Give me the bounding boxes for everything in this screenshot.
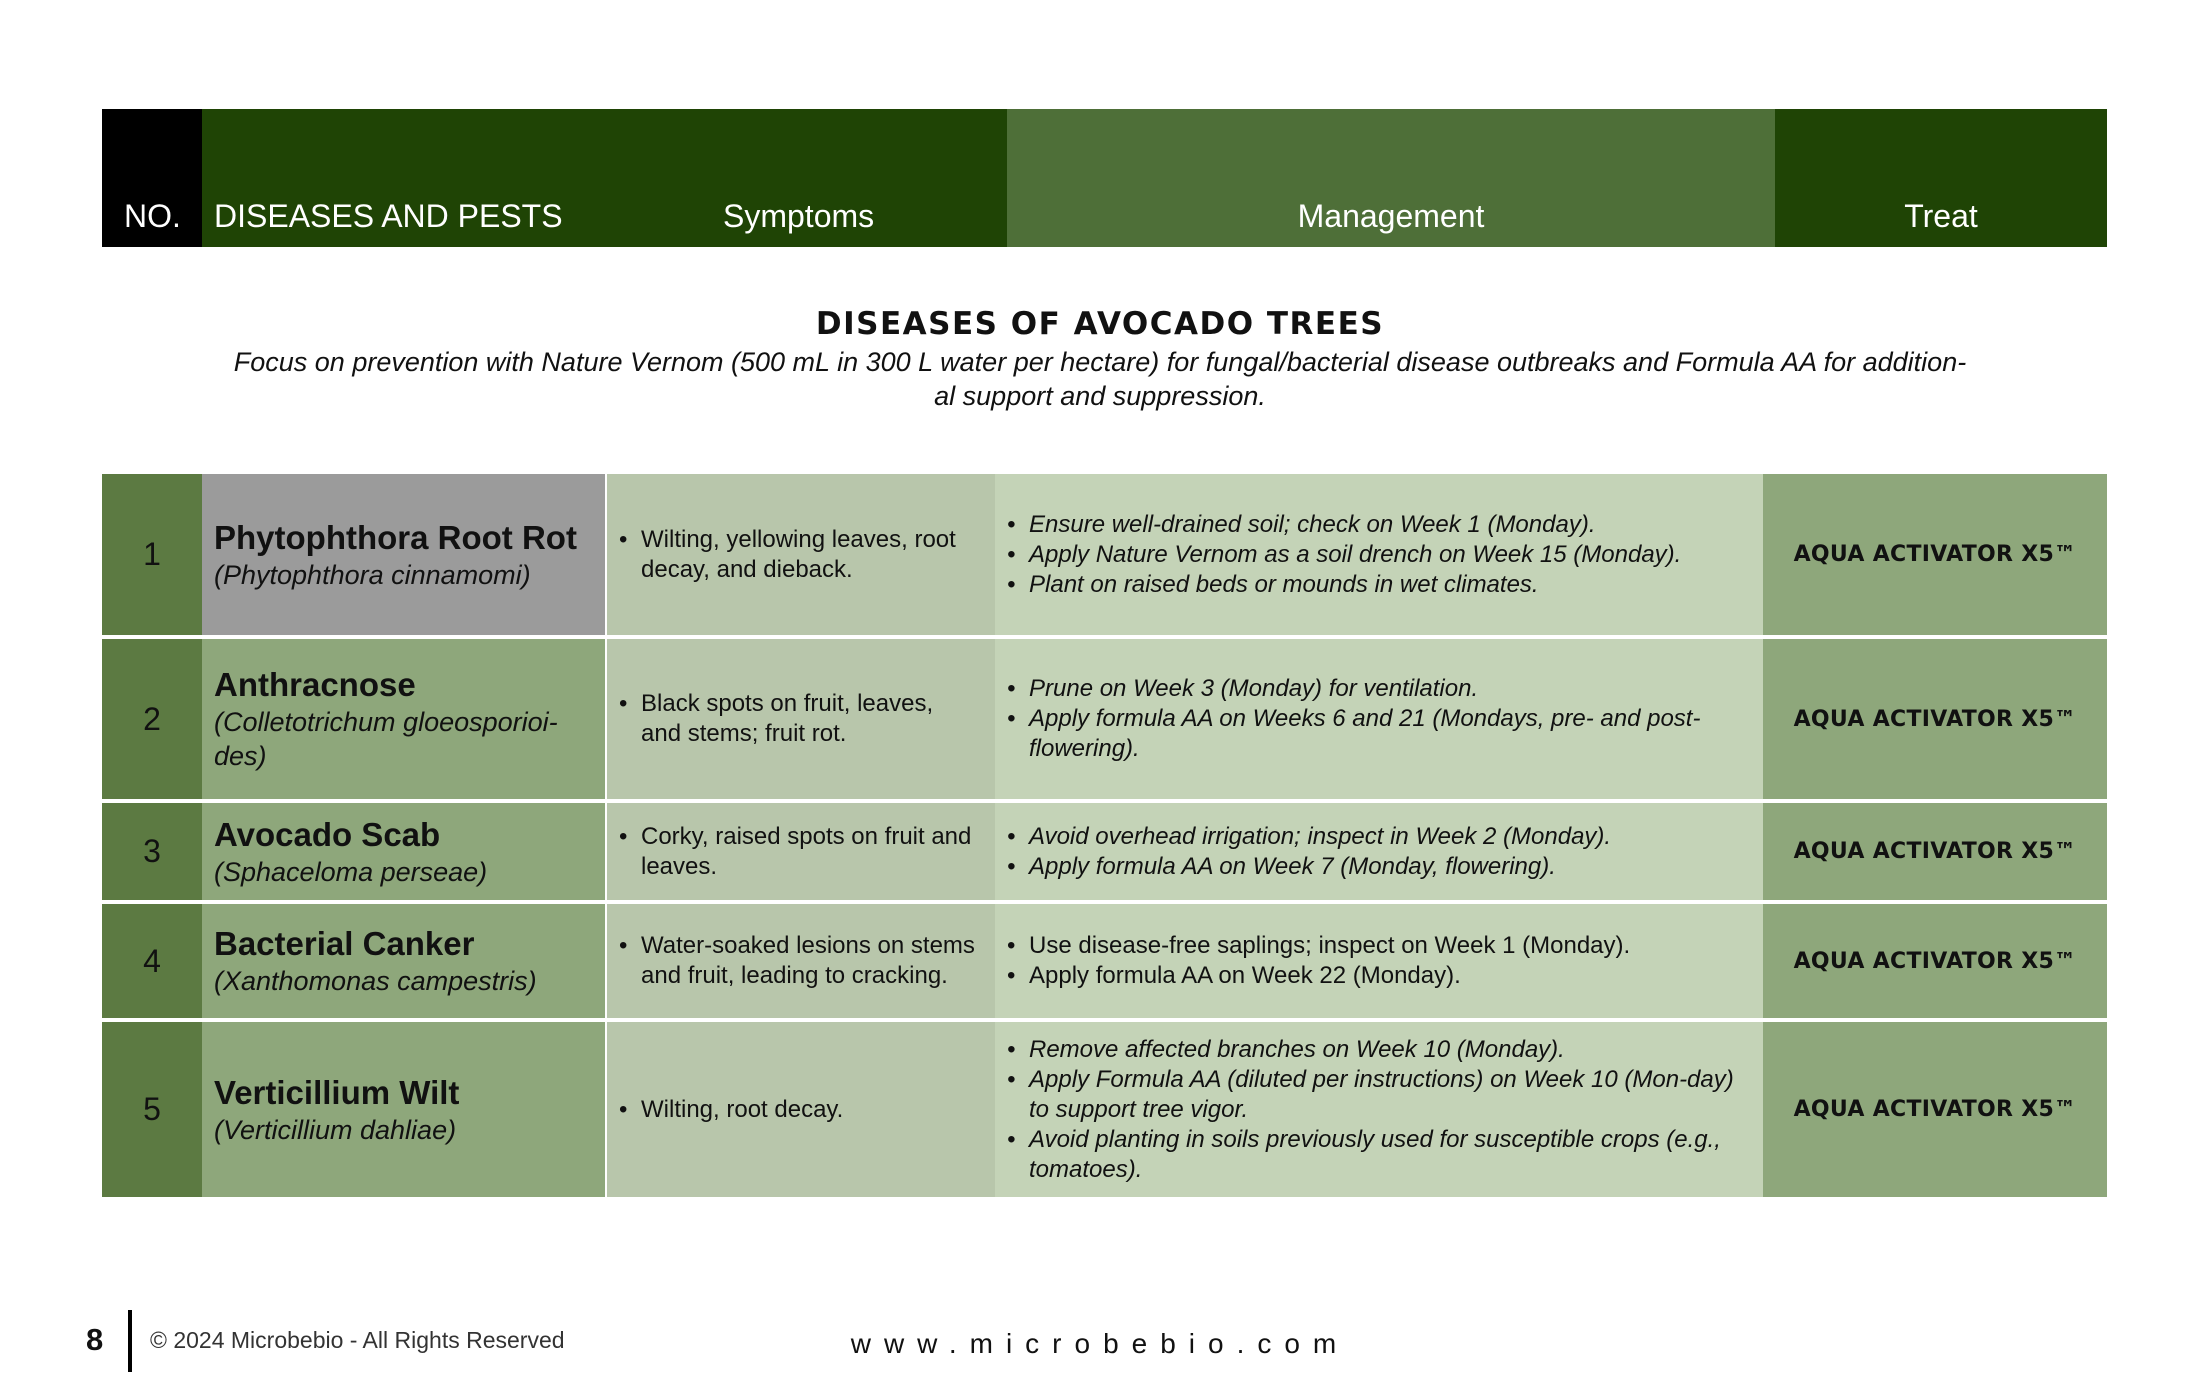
management-item: • Avoid planting in soils previously used for susceptible crops (e.g., tomatoes).: [1007, 1125, 1753, 1185]
section-subtitle: [200, 345, 2000, 413]
symptom-item: • Wilting, yellowing leaves, root decay, and dieback.: [619, 525, 977, 585]
treat-cell: [1763, 1022, 2107, 1197]
management-cell: [995, 904, 1763, 1018]
symptoms-cell: [605, 639, 995, 799]
management-item: • Plant on raised beds or mounds in wet climates.: [1007, 570, 1753, 600]
treat-product: AQUA ACTIVATOR X5™: [1793, 542, 2077, 567]
table-row: [102, 904, 2107, 1022]
symptoms-cell: [605, 474, 995, 635]
treat-product: AQUA ACTIVATOR X5™: [1793, 948, 2077, 974]
treat-product: AQUA ACTIVATOR X5™: [1793, 839, 2077, 864]
header-symptoms: Symptoms: [723, 198, 875, 234]
disease-scientific-name: (Sphaceloma perseae): [214, 856, 488, 887]
symptom-item: • Wilting, root decay.: [619, 1095, 977, 1125]
header-no: NO.: [124, 198, 181, 234]
header-treat-cell: [1775, 109, 2107, 247]
management-item: • Ensure well-drained soil; check on Week 1 (Monday).: [1007, 510, 1753, 540]
management-item: • Apply formula AA on Week 7 (Monday, flowering).: [1007, 852, 1753, 882]
symptoms-cell: [605, 1022, 995, 1197]
management-cell: [995, 803, 1763, 900]
table-row: [102, 1022, 2107, 1197]
disease-cell: [202, 803, 605, 900]
copyright-notice: © 2024 Microbebio - All Rights Reserved: [150, 1327, 565, 1353]
disease-cell: [202, 904, 605, 1018]
management-item: • Prune on Week 3 (Monday) for ventilation.: [1007, 674, 1753, 704]
disease-cell: [202, 1022, 605, 1197]
disease-name: Avocado Scab: [214, 815, 441, 853]
symptom-item: • Corky, raised spots on fruit and leaves.: [619, 822, 977, 882]
row-number: 2: [102, 639, 202, 799]
disease-scientific-name: (Colletotrichum gloeosporioi-: [214, 707, 558, 737]
disease-name: Phytophthora Root Rot: [214, 518, 577, 556]
disease-cell: [202, 639, 605, 799]
disease-scientific-name: des): [214, 741, 267, 771]
section-title: DISEASES OF AVOCADO TREES: [815, 306, 1385, 342]
table-row: [102, 803, 2107, 904]
symptoms-cell: [605, 803, 995, 900]
row-number: 1: [102, 474, 202, 635]
treat-product: AQUA ACTIVATOR X5™: [1793, 1097, 2077, 1122]
table-header: [102, 109, 2107, 247]
row-number: 5: [102, 1022, 202, 1197]
table-row: [102, 474, 2107, 639]
treat-cell: [1763, 803, 2107, 900]
website-url: www.microbebio.com: [850, 1328, 1350, 1359]
header-treat: Treat: [1904, 198, 1978, 234]
section-subtitle-line: Focus on prevention with Nature Vernom (500 mL in 300 L water per hectare) for fungal/bacterial disease outbreaks and Formula AA for addition-: [233, 347, 1967, 377]
symptom-item: • Water-soaked lesions on stems and fruit, leading to cracking.: [619, 931, 977, 991]
table-row: [102, 639, 2107, 803]
header-management-cell: [1007, 109, 1775, 247]
management-item: • Remove affected branches on Week 10 (Monday).: [1007, 1035, 1753, 1065]
section-subtitle-line: al support and suppression.: [934, 381, 1266, 411]
treat-product: AQUA ACTIVATOR X5™: [1793, 706, 2077, 732]
disease-scientific-name: (Verticillium dahliae): [214, 1114, 457, 1145]
treat-cell: [1763, 904, 2107, 1018]
management-item: • Apply formula AA on Weeks 6 and 21 (Mondays, pre- and post-flowering).: [1007, 704, 1753, 764]
management-item: • Use disease-free saplings; inspect on Week 1 (Monday).: [1007, 931, 1753, 961]
management-cell: [995, 639, 1763, 799]
disease-scientific-name: (Xanthomonas campestris): [214, 966, 537, 996]
symptom-item: • Black spots on fruit, leaves, and stems; fruit rot.: [619, 689, 977, 749]
management-item: • Apply formula AA on Week 22 (Monday).: [1007, 961, 1753, 991]
disease-name: Bacterial Canker: [214, 925, 475, 962]
row-number: 3: [102, 803, 202, 900]
management-cell: [995, 1022, 1763, 1197]
management-item: • Apply Formula AA (diluted per instructions) on Week 10 (Mon-day) to support tree vigor.: [1007, 1065, 1753, 1125]
management-cell: [995, 474, 1763, 635]
disease-name: Verticillium Wilt: [214, 1073, 460, 1111]
row-number: 4: [102, 904, 202, 1018]
treat-cell: [1763, 639, 2107, 799]
header-management: Management: [1297, 198, 1485, 234]
header-no-cell: [102, 109, 202, 247]
header-diseases-cell: [202, 109, 1007, 247]
disease-scientific-name: (Phytophthora cinnamomi): [214, 559, 531, 590]
header-diseases: DISEASES AND PESTS: [214, 198, 563, 234]
symptoms-cell: [605, 904, 995, 1018]
treat-cell: [1763, 474, 2107, 635]
page-number: 8: [86, 1322, 104, 1357]
management-item: • Avoid overhead irrigation; inspect in Week 2 (Monday).: [1007, 822, 1753, 852]
disease-table: [102, 474, 2107, 1197]
disease-cell: [202, 474, 605, 635]
disease-name: Anthracnose: [214, 666, 416, 703]
management-item: • Apply Nature Vernom as a soil drench on Week 15 (Monday).: [1007, 540, 1753, 570]
